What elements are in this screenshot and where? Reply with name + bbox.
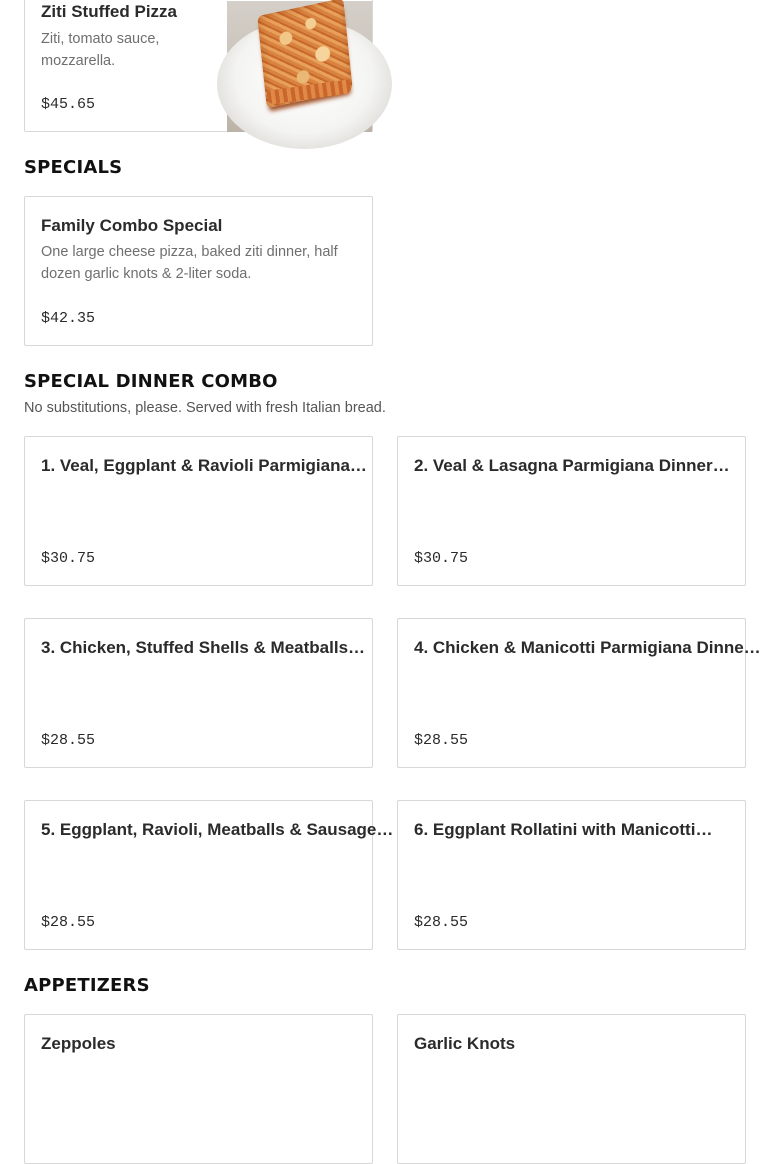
menu-item-card-combo-1[interactable] [24,436,373,586]
section-title-appetizers: APPETIZERS [24,975,150,996]
menu-item-price: $28.55 [41,732,96,749]
menu-item-name: 4. Chicken & Manicotti Parmigiana Dinne… [414,638,761,657]
section-subtitle: No substitutions, please. Served with fresh Italian bread. [24,400,386,416]
menu-item-price: $42.35 [41,310,96,327]
menu-item-name: Family Combo Special [41,216,223,235]
menu-item-description: One large cheese pizza, baked ziti dinner, half dozen garlic knots & 2-liter soda. [41,244,338,282]
menu-item-name: 6. Eggplant Rollatini with Manicotti… [414,820,713,839]
menu-item-price: $30.75 [41,550,96,567]
menu-item-card-combo-4[interactable] [397,618,761,768]
menu-item-name: 3. Chicken, Stuffed Shells & Meatballs… [41,638,366,657]
menu-item-card-zeppoles[interactable] [24,1014,373,1164]
menu-item-name: 5. Eggplant, Ravioli, Meatballs & Sausage… [41,820,394,839]
menu-item-name: Zeppoles [41,1034,116,1053]
menu-item-price: $45.65 [41,96,96,113]
menu-item-description: Ziti, tomato sauce, mozzarella. [41,31,160,69]
menu-item-price: $28.55 [414,914,469,931]
menu-item-price: $28.55 [414,732,469,749]
menu-item-card-combo-2[interactable] [397,436,746,586]
ziti-pizza-photo [227,1,372,132]
menu-item-name: 1. Veal, Eggplant & Ravioli Parmigiana… [41,456,367,475]
menu-item-name: Ziti Stuffed Pizza [41,2,177,21]
menu-item-name: Garlic Knots [414,1034,516,1053]
menu-item-price: $30.75 [414,550,469,567]
menu-item-card-combo-3[interactable] [24,618,373,768]
menu-item-card-ziti-stuffed-pizza[interactable] [24,0,373,132]
menu-item-card-combo-6[interactable] [397,800,746,950]
menu-item-name: 2. Veal & Lasagna Parmigiana Dinner… [414,456,730,475]
menu-item-card-family-combo-special[interactable] [24,196,373,346]
menu-item-price: $28.55 [41,914,96,931]
section-title-special-dinner-combo: SPECIAL DINNER COMBO [24,371,278,392]
menu-item-card-garlic-knots[interactable] [397,1014,746,1164]
section-title-specials: SPECIALS [24,157,123,178]
menu-item-card-combo-5[interactable] [24,800,394,950]
